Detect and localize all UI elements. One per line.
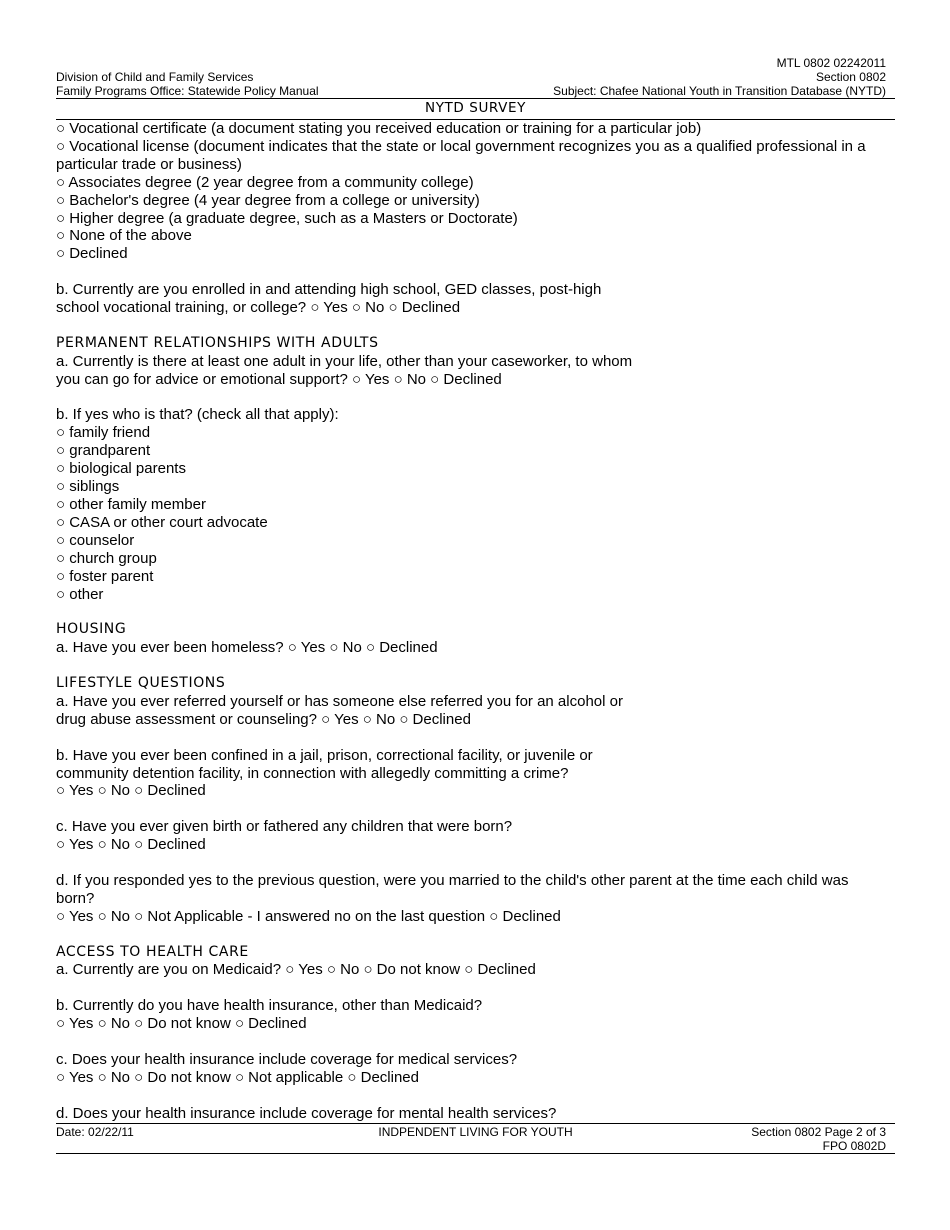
relationship-option[interactable]: ○ grandparent: [56, 442, 151, 460]
question-health-insurance: b. Currently do you have health insurance, other than Medicaid?: [56, 997, 483, 1015]
education-option[interactable]: ○ Higher degree (a graduate degree, such as a Masters or Doctorate): [56, 209, 518, 227]
education-option[interactable]: ○ Bachelor's degree (4 year degree from a college or university): [56, 191, 480, 209]
section-title-housing: HOUSING: [56, 621, 127, 638]
question-homeless[interactable]: a. Have you ever been homeless? ○ Yes ○ No ○ Declined: [56, 639, 438, 657]
question-medicaid[interactable]: a. Currently are you on Medicaid? ○ Yes ○ No ○ Do not know ○ Declined: [56, 961, 536, 979]
footer-page-number: Section 0802 Page 2 of 3: [751, 1125, 886, 1139]
header-right: [553, 56, 886, 98]
spacer: [56, 729, 888, 747]
question-adult-support-line1: a. Currently is there at least one adult in your life, other than your caseworker, to whom: [56, 352, 633, 370]
education-option[interactable]: ○ Vocational certificate (a document stating you received education or training for a particular job): [56, 120, 702, 137]
question-married-options[interactable]: ○ Yes ○ No ○ Not Applicable - I answered no on the last question ○ Declined: [56, 907, 561, 925]
spacer: [56, 263, 888, 281]
question-medical-coverage: c. Does your health insurance include coverage for medical services?: [56, 1050, 518, 1068]
relationship-option[interactable]: ○ biological parents: [56, 460, 186, 478]
relationship-option[interactable]: ○ other: [56, 585, 104, 603]
education-option[interactable]: ○ Vocational license (document indicates that the state or local government recognizes you as a qualified professional in a particular trade or business): [56, 137, 866, 173]
question-enrolled-line2[interactable]: school vocational training, or college? ○ Yes ○ No ○ Declined: [56, 299, 461, 317]
section-title-health: ACCESS TO HEALTH CARE: [56, 943, 249, 960]
question-substance-line2[interactable]: drug abuse assessment or counseling? ○ Yes ○ No ○ Declined: [56, 710, 471, 728]
spacer: [56, 854, 888, 872]
question-mental-health-coverage: d. Does your health insurance include coverage for mental health services?: [56, 1104, 557, 1122]
footer-divider: [56, 1123, 895, 1124]
header-division: Division of Child and Family Services: [56, 70, 254, 84]
relationship-option[interactable]: ○ CASA or other court advocate: [56, 513, 268, 531]
spacer: [56, 389, 888, 407]
spacer: [56, 1033, 888, 1051]
question-substance-line1: a. Have you ever referred yourself or has someone else referred you for an alcohol or: [56, 692, 623, 710]
question-who-is-that: b. If yes who is that? (check all that apply):: [56, 406, 339, 424]
relationship-option[interactable]: ○ family friend: [56, 424, 151, 442]
footer-form-id: FPO 0802D: [822, 1139, 886, 1153]
question-confined-options[interactable]: ○ Yes ○ No ○ Declined: [56, 782, 206, 800]
header-mtl: MTL 0802 02242011: [776, 56, 886, 70]
relationship-option[interactable]: ○ siblings: [56, 478, 120, 496]
relationship-option[interactable]: ○ foster parent: [56, 567, 154, 585]
relationship-option[interactable]: ○ other family member: [56, 495, 206, 513]
question-confined-line2: community detention facility, in connection with allegedly committing a crime?: [56, 764, 569, 782]
footer-date: Date: 02/22/11: [56, 1125, 134, 1139]
relationship-option[interactable]: ○ church group: [56, 549, 157, 567]
footer-program: INDPENDENT LIVING FOR YOUTH: [378, 1125, 573, 1139]
spacer: [56, 657, 888, 675]
relationship-option[interactable]: ○ counselor: [56, 531, 135, 549]
education-option[interactable]: ○ Associates degree (2 year degree from a community college): [56, 173, 474, 191]
footer-bottom-divider: [56, 1153, 895, 1154]
section-title-lifestyle: LIFESTYLE QUESTIONS: [56, 675, 226, 692]
question-children-options[interactable]: ○ Yes ○ No ○ Declined: [56, 836, 206, 854]
survey-content: [56, 120, 888, 1123]
question-children: c. Have you ever given birth or fathered any children that were born?: [56, 818, 513, 836]
question-confined-line1: b. Have you ever been confined in a jail, prison, correctional facility, or juvenile or: [56, 746, 593, 764]
question-medical-coverage-options[interactable]: ○ Yes ○ No ○ Do not know ○ Not applicable ○ Declined: [56, 1068, 419, 1086]
header-left: [56, 70, 319, 98]
spacer: [56, 603, 888, 621]
education-option[interactable]: ○ Declined: [56, 245, 128, 263]
question-adult-support-line2[interactable]: you can go for advice or emotional support? ○ Yes ○ No ○ Declined: [56, 370, 502, 388]
spacer: [56, 1087, 888, 1105]
question-enrolled-line1: b. Currently are you enrolled in and attending high school, GED classes, post-high: [56, 281, 602, 299]
question-health-insurance-options[interactable]: ○ Yes ○ No ○ Do not know ○ Declined: [56, 1015, 307, 1033]
header-office: Family Programs Office: Statewide Policy Manual: [56, 84, 319, 98]
education-option[interactable]: ○ None of the above: [56, 227, 192, 245]
spacer: [56, 926, 888, 944]
page-title: NYTD SURVEY: [425, 100, 526, 116]
header-divider: [56, 98, 895, 99]
header-subject: Subject: Chafee National Youth in Transition Database (NYTD): [553, 84, 886, 98]
spacer: [56, 317, 888, 335]
footer-right: [751, 1125, 886, 1153]
section-title-relationships: PERMANENT RELATIONSHIPS WITH ADULTS: [56, 334, 379, 351]
spacer: [56, 979, 888, 997]
spacer: [56, 800, 888, 818]
header-section: Section 0802: [815, 70, 886, 84]
question-married: d. If you responded yes to the previous question, were you married to the child's other parent at the time each child was born?: [56, 871, 849, 907]
